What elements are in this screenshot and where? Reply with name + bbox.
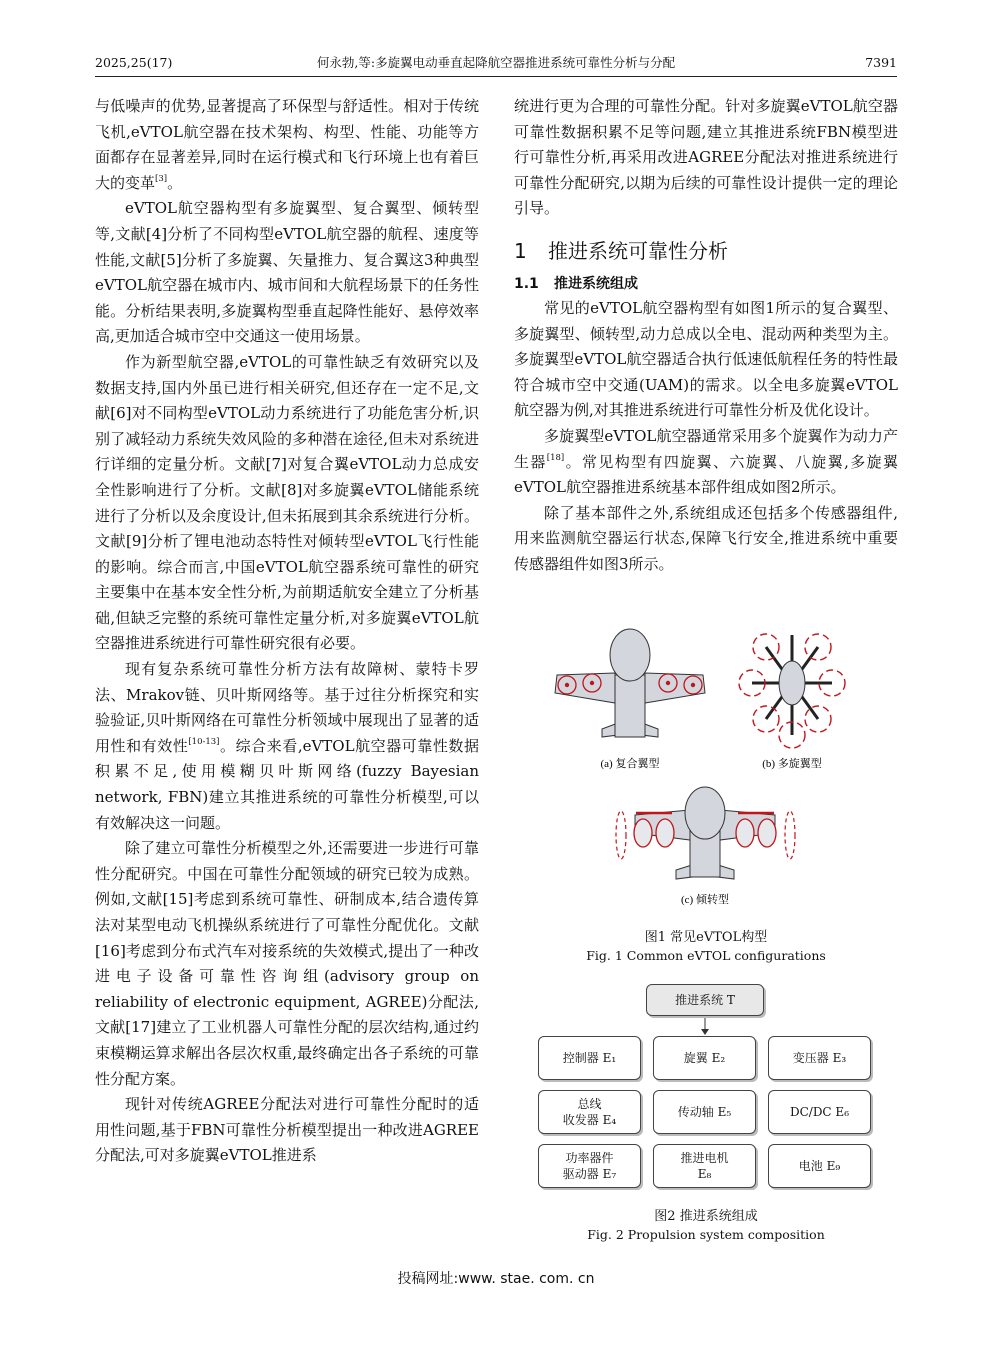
figure-1-caption [514, 926, 898, 963]
citation: [10-13] [188, 736, 220, 747]
component-label: 驱动器 E₇ [562, 1167, 617, 1181]
component-box [538, 1036, 641, 1080]
fig1-label-a: (a) 复合翼型 [600, 758, 660, 770]
figure-2-caption-en: Fig. 2 Propulsion system composition [587, 1227, 825, 1242]
component-box [653, 1090, 756, 1134]
paragraph: 常见的eVTOL航空器构型有如图1所示的复合翼型、多旋翼型、倾转型,动力总成以全电、混动两种类型为主。多旋翼型eVTOL航空器适合执行低速低航程任务的特性最符合城市空中交通(UAM)的需求。以全电多旋翼eVTOL航空器为例,对其推进系统进行可靠性分析及优化设计。 [514, 298, 898, 420]
page-number: 7391 [865, 55, 897, 70]
component-label: DC/DC E₆ [789, 1105, 850, 1119]
figure-1-caption-cn: 图1 常见eVTOL构型 [644, 930, 768, 945]
component-box [653, 1144, 756, 1188]
component-label: 功率器件 [565, 1151, 614, 1165]
component-label: 传动轴 E₅ [677, 1105, 732, 1119]
paragraph: 除了基本部件之外,系统组成还包括多个传感器组件,用来监测航空器运行状态,保障飞行安全,推进系统中重要传感器组件如图3所示。 [514, 503, 898, 573]
fig1-label-c: (c) 倾转型 [681, 894, 729, 906]
running-header [95, 50, 897, 77]
component-label: 总线 [577, 1097, 602, 1111]
fig1-label-b: (b) 多旋翼型 [762, 758, 822, 770]
component-box [768, 1090, 871, 1134]
component-box [768, 1036, 871, 1080]
component-box [538, 1090, 641, 1134]
component-label: 控制器 E₁ [562, 1051, 617, 1065]
component-label: 旋翼 E₂ [683, 1051, 726, 1065]
component-label: 电池 E₉ [798, 1159, 841, 1173]
multirotor-aircraft [739, 634, 845, 748]
paragraph: 作为新型航空器,eVTOL的可靠性缺乏有效研究以及数据支持,国内外虽已进行相关研究,但还存在一定不足,文献[6]对不同构型eVTOL动力系统进行了功能危害分析,识别了减轻动力系统失效风险的多种潜在途径,但未对系统进行详细的定量分析。文献[7]对复合翼eVTOL动力总成安全性影响进行了分析。文献[8]对多旋翼eVTOL储能系统进行了分析以及余度设计,但未拓展到其余系统进行分析。文献[9]分析了锂电池动态特性对倾转型eVTOL飞行性能的影响。综合而言,中国eVTOL航空器系统可靠性的研究主要集中在基本安全性分析,为前期适航安全建立了分析基础,但缺乏完整的系统可靠性定量分析,对多旋翼eVTOL航空器推进系统进行可靠性研究很有必要。 [95, 352, 479, 653]
paragraph: 与低噪声的优势,显著提高了环保型与舒适性。相对于传统飞机,eVTOL航空器在技术架构、构型、性能、功能等方面都存在显著差异,同时在运行模式和飞行环境上也有着巨大的变革[3]。 [95, 97, 479, 192]
citation: [3] [155, 173, 168, 184]
component-label: 收发器 E₄ [562, 1113, 617, 1127]
paragraph: 多旋翼型eVTOL航空器通常采用多个旋翼作为动力产生器[18]。常见构型有四旋翼、六旋翼、八旋翼,多旋翼eVTOL航空器推进系统基本部件组成如图2所示。 [514, 426, 898, 497]
component-box [653, 1036, 756, 1080]
figure-1-evtol-configurations [540, 625, 880, 910]
paragraph: 除了建立可靠性分析模型之外,还需要进一步进行可靠性分配研究。中国在可靠性分配领域的研究已较为成熟。例如,文献[15]考虑到系统可靠性、研制成本,结合遗传算法对某型电动飞机操纵系统进行了可靠性分配优化。文献[16]考虑到分布式汽车对接系统的失效模式,提出了一种改进电子设备可靠性咨询组(advisory group on reliability of electronic equipment, AGREE)分配法,文献[17]建立了工业机器人可靠性分配的层次结构,通过约束模糊运算求解出各层次权重,最终确定出各子系统的可靠性分配方案。 [95, 839, 479, 1088]
paragraph: 现针对传统AGREE分配法对进行可靠性分配时的适用性问题,基于FBN可靠性分析模型提出一种改进AGREE分配法,可对多旋翼eVTOL推进系 [95, 1095, 479, 1165]
figure-1-caption-en: Fig. 1 Common eVTOL configurations [586, 948, 826, 963]
arrow-icon [700, 1018, 710, 1036]
component-label: 变压器 E₃ [792, 1051, 847, 1065]
left-column [95, 94, 479, 1169]
figure-2-caption-cn: 图2 推进系统组成 [654, 1209, 758, 1224]
component-box [768, 1144, 871, 1188]
propulsion-system-box: 推进系统 T [646, 984, 764, 1016]
component-label: 推进电机 [680, 1151, 729, 1165]
running-title: 何永勃,等:多旋翼电动垂直起降航空器推进系统可靠性分析与分配 [316, 55, 676, 70]
subsection-heading: 1.1 推进系统组成 [514, 275, 638, 292]
paragraph: 现有复杂系统可靠性分析方法有故障树、蒙特卡罗法、Mrakov链、贝叶斯网络等。基于过往分析探究和实验验证,贝叶斯网络在可靠性分析领域中展现出了显著的适用性和有效性[10-13]。综合来看,eVTOL航空器可靠性数据积累不足,使用模糊贝叶斯网络(fuzzy Bayesian network, FBN)建立其推进系统的可靠性分析模型,可以有效解决这一问题。 [95, 660, 479, 832]
right-column [514, 94, 898, 578]
figure-2-caption [514, 1205, 898, 1242]
compound-wing-aircraft [555, 629, 705, 737]
component-label: E₈ [697, 1167, 712, 1181]
figure-2-propulsion-system [538, 984, 874, 1194]
journal-volume: 2025,25(17) [95, 55, 173, 70]
paragraph: eVTOL航空器构型有多旋翼型、复合翼型、倾转型等,文献[4]分析了不同构型eVTOL航空器的航程、速度等性能,文献[5]分析了多旋翼、矢量推力、复合翼这3种典型eVTOL航空器在城市内、城市间和大航程场景下的任务性能。分析结果表明,多旋翼构型垂直起降性能好、悬停效率高,更加适合城市空中交通这一使用场景。 [95, 199, 479, 346]
component-box [538, 1144, 641, 1188]
paragraph: 统进行更为合理的可靠性分配。针对多旋翼eVTOL航空器可靠性数据积累不足等问题,建立其推进系统FBN模型进行可靠性分析,再采用改进AGREE分配法对推进系统进行可靠性分配研究,以期为后续的可靠性设计提供一定的理论引导。 [514, 97, 898, 218]
section-heading: 1 推进系统可靠性分析 [514, 238, 728, 263]
tilt-rotor-aircraft [616, 787, 795, 879]
citation: [18] [546, 452, 565, 463]
submission-url: 投稿网址:www. stae. com. cn [397, 1271, 595, 1287]
